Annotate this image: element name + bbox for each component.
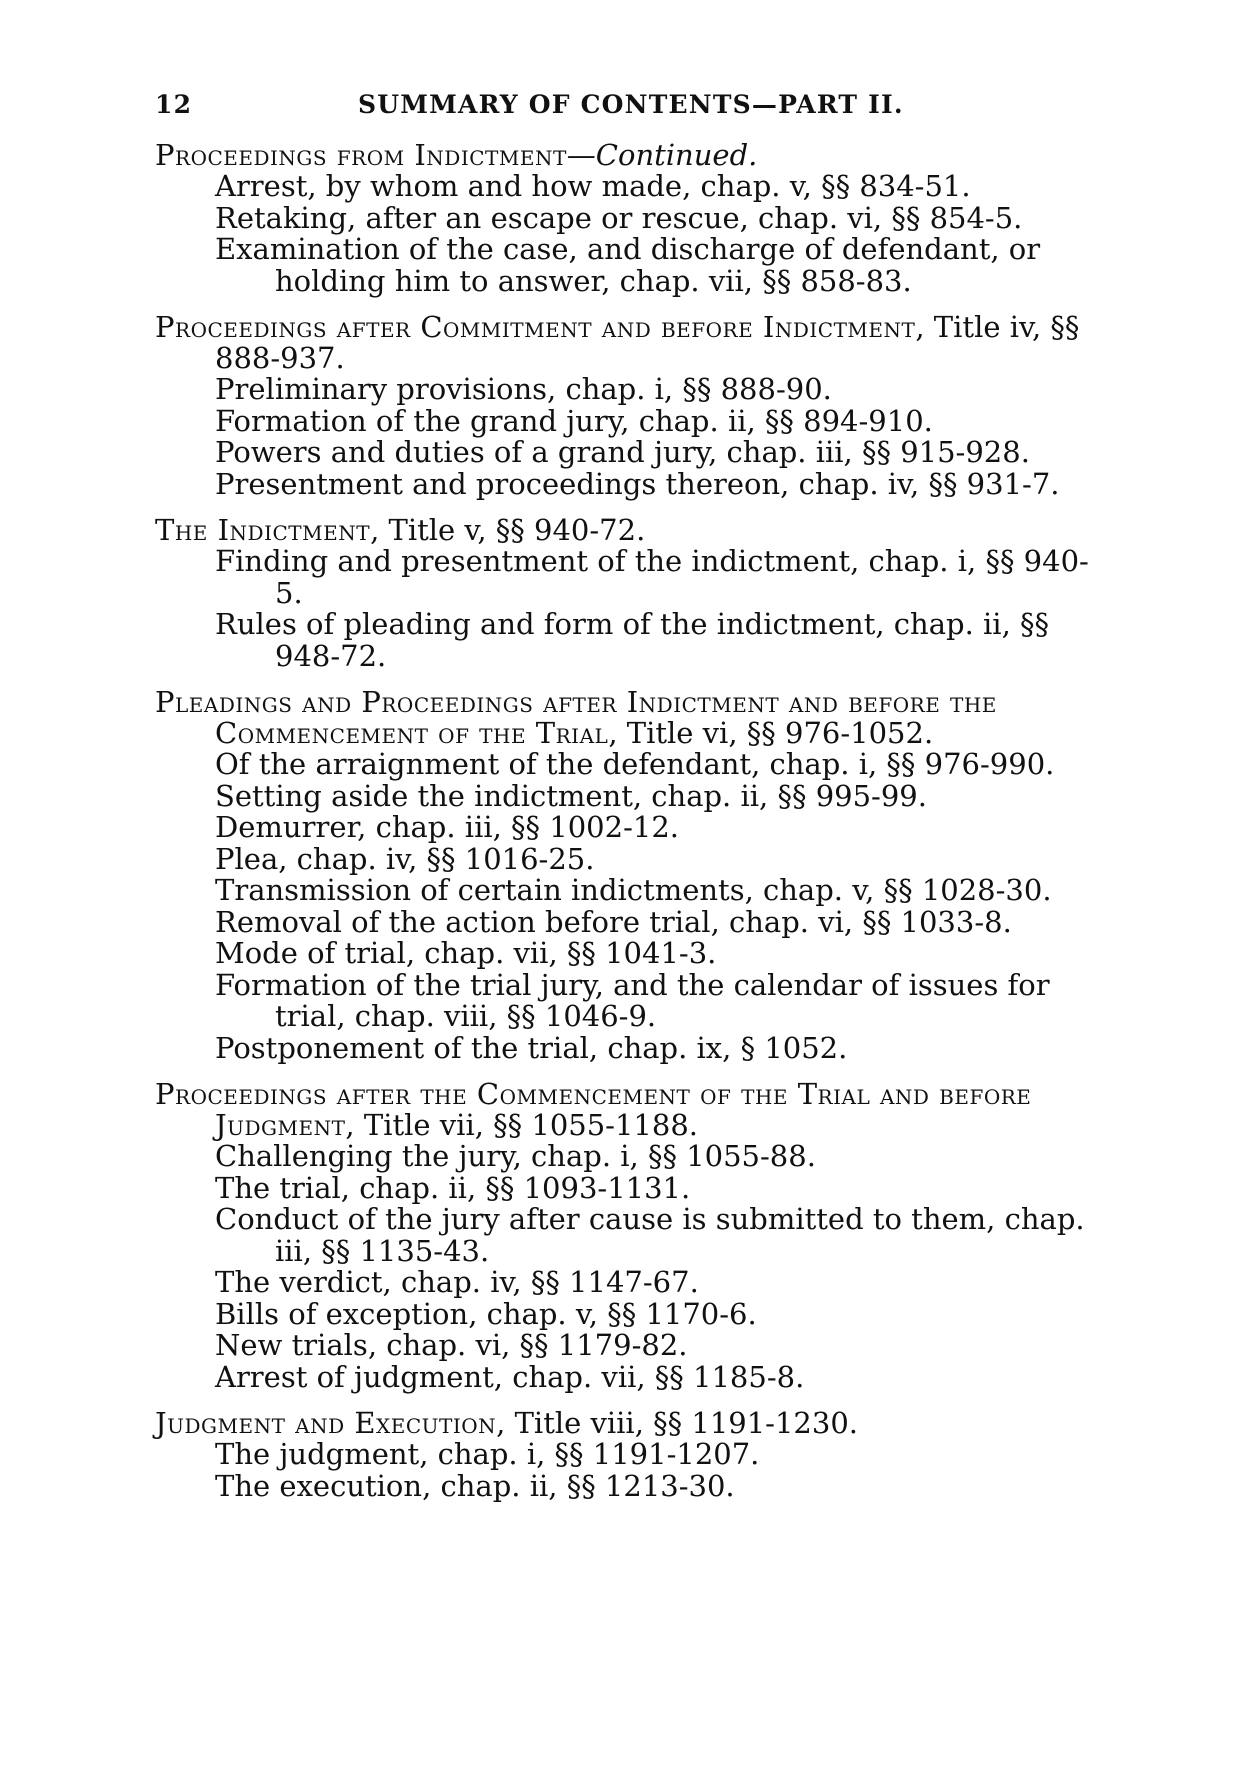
heading-title: Proceedings after the Commencement of the Trial and before Judgment <box>155 1077 1032 1142</box>
contents-entry: Formation of the trial jury, and the calendar of issues for trial, chap. viii, §§ 1046-9. <box>215 967 1050 1033</box>
heading-suffix: , Title vi, §§ 976-1052. <box>608 716 934 750</box>
contents-entry: Retaking, after an escape or rescue, chap. vi, §§ 854-5. <box>215 200 1023 235</box>
heading-title: Judgment and Execution <box>155 1406 497 1440</box>
section-heading <box>155 1079 1115 1141</box>
heading-title: Proceedings after Commitment and before Indictment <box>155 310 916 344</box>
contents-entry: The trial, chap. ii, §§ 1093-1131. <box>215 1170 691 1205</box>
contents-entry: Challenging the jury, chap. i, §§ 1055-88. <box>215 1139 816 1173</box>
heading-suffix: , Title v, §§ 940-72. <box>370 513 646 547</box>
document-page <box>155 90 1115 1750</box>
contents-entry: Demurrer, chap. iii, §§ 1002-12. <box>215 810 679 844</box>
contents-entry: The execution, chap. ii, §§ 1213-30. <box>215 1468 735 1503</box>
heading-title: Pleadings and Proceedings after Indictment and before the Commencement of the Trial <box>155 685 997 750</box>
contents-entry: The judgment, chap. i, §§ 1191-1207. <box>215 1437 760 1471</box>
contents-entry: Arrest of judgment, chap. vii, §§ 1185-8. <box>215 1359 805 1394</box>
contents-entry: Of the arraignment of the defendant, chap. i, §§ 976-990. <box>215 747 1055 781</box>
section-heading <box>155 1408 1115 1439</box>
contents-entry: Setting aside the indictment, chap. ii, §§ 995-99. <box>215 778 927 813</box>
page-header <box>155 90 1115 140</box>
heading-title: Proceedings from Indictment <box>155 138 567 172</box>
section-heading <box>155 687 1115 749</box>
contents-section <box>155 1408 1115 1502</box>
contents-entry: Mode of trial, chap. vii, §§ 1041-3. <box>215 936 717 970</box>
contents-entry: Powers and duties of a grand jury, chap. iii, §§ 915-928. <box>215 435 1030 469</box>
contents-section <box>155 1079 1115 1393</box>
contents-section <box>155 140 1115 297</box>
contents-entry: Formation of the grand jury, chap. ii, §§ 894-910. <box>215 403 933 438</box>
contents-section <box>155 687 1115 1064</box>
contents-entry: Preliminary provisions, chap. i, §§ 888-90. <box>215 372 832 406</box>
contents-entry: Postponement of the trial, chap. ix, § 1052. <box>215 1030 848 1065</box>
running-title: SUMMARY OF CONTENTS—PART II. <box>358 90 904 119</box>
section-heading <box>155 312 1115 374</box>
heading-suffix: , Title vii, §§ 1055-1188. <box>345 1108 698 1142</box>
contents-entry: The verdict, chap. iv, §§ 1147-67. <box>215 1265 699 1299</box>
contents-entry: Rules of pleading and form of the indictment, chap. ii, §§ 948-72. <box>215 607 1050 673</box>
section-heading <box>155 140 1115 171</box>
section-heading <box>155 515 1115 546</box>
contents-section <box>155 515 1115 672</box>
contents-section <box>155 312 1115 500</box>
page-number: 12 <box>155 90 193 119</box>
contents-entry: Bills of exception, chap. v, §§ 1170-6. <box>215 1296 757 1331</box>
contents-entry: Presentment and proceedings thereon, chap. iv, §§ 931-7. <box>215 466 1060 501</box>
contents-entry: New trials, chap. vi, §§ 1179-82. <box>215 1328 688 1362</box>
heading-suffix: , Title viii, §§ 1191-1230. <box>496 1406 858 1440</box>
heading-title: The Indictment <box>155 513 371 547</box>
contents-entry: Conduct of the jury after cause is submitted to them, chap. iii, §§ 1135-43. <box>215 1202 1085 1268</box>
contents-entry: Transmission of certain indictments, chap. v, §§ 1028-30. <box>215 873 1052 907</box>
heading-suffix: —Continued. <box>566 138 758 172</box>
heading-suffix: , Title iv, §§ 888-937. <box>215 310 1080 375</box>
contents-entry: Removal of the action before trial, chap. vi, §§ 1033-8. <box>215 904 1012 939</box>
contents-entry: Examination of the case, and discharge of defendant, or holding him to answer, chap. vii, §§ 858-83. <box>215 232 1041 298</box>
contents-entry: Plea, chap. iv, §§ 1016-25. <box>215 841 595 876</box>
contents-entry: Finding and presentment of the indictment, chap. i, §§ 940-5. <box>215 544 1089 610</box>
contents-entry: Arrest, by whom and how made, chap. v, §§ 834-51. <box>215 169 971 203</box>
